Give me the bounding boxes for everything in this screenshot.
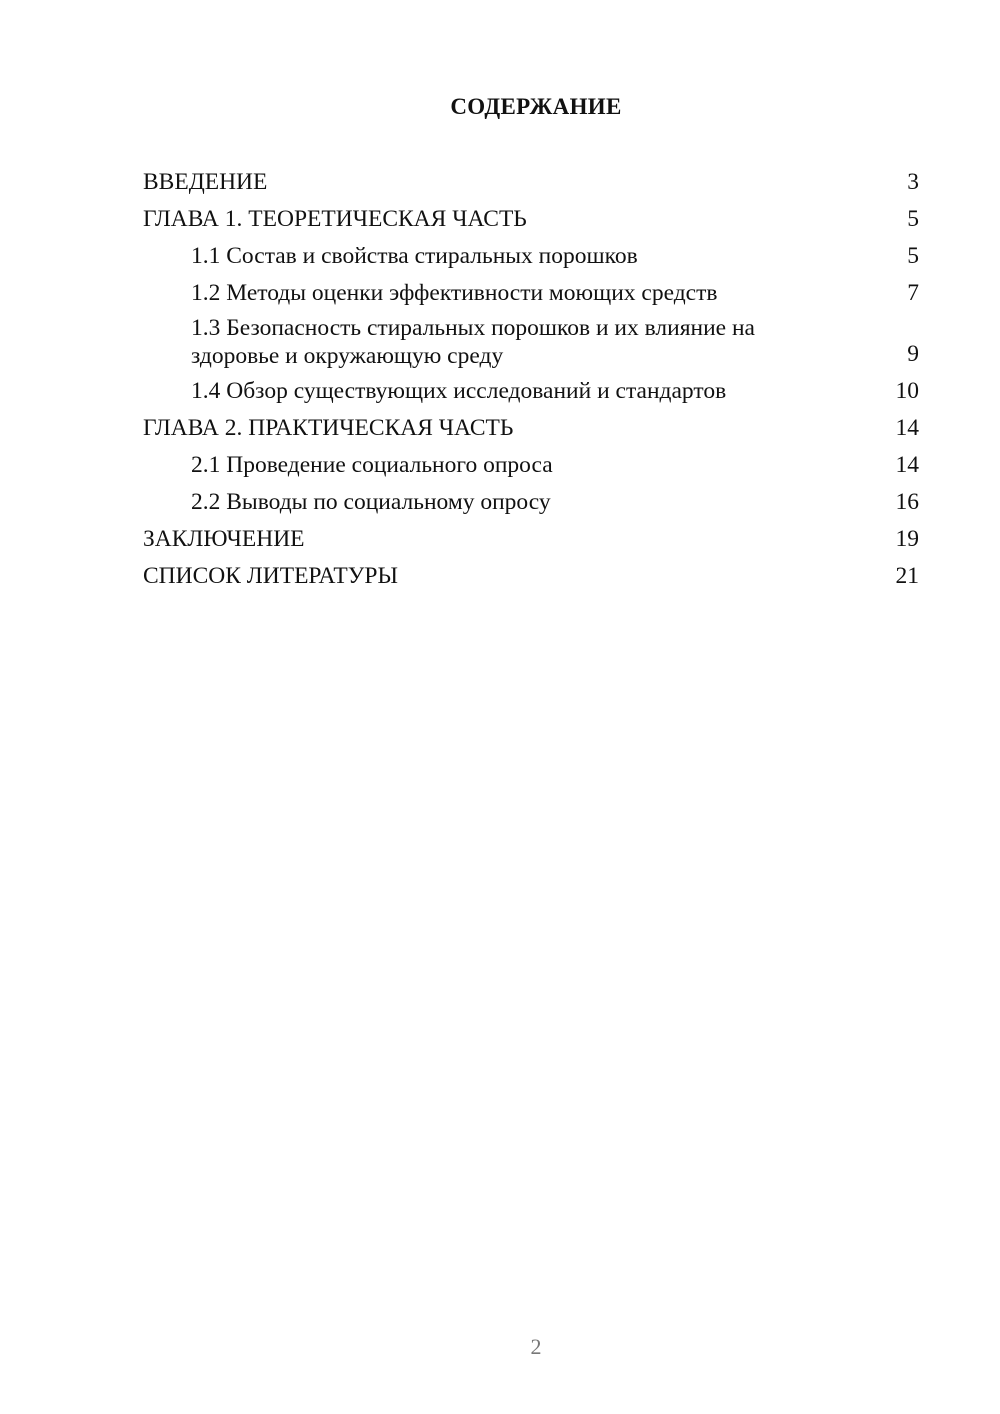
toc-item-page: 21 [895,563,919,589]
toc-item-conclusion[interactable] [143,523,919,555]
toc-item-page: 16 [895,489,919,515]
toc-item-page: 3 [907,169,919,195]
toc-item-page: 14 [895,415,919,441]
toc-item-page: 5 [907,206,919,232]
toc-item-label: ЗАКЛЮЧЕНИЕ [143,526,305,552]
toc-item-chapter-1[interactable] [143,203,919,235]
toc-item-label: 1.2 Методы оценки эффективности моющих средств [191,280,718,306]
toc-item-label: ГЛАВА 2. ПРАКТИЧЕСКАЯ ЧАСТЬ [143,415,514,441]
toc-item-label: 1.3 Безопасность стиральных порошков и их влияние на здоровье и окружающую среду [191,315,755,369]
toc-item-label: 2.1 Проведение социального опроса [191,452,553,478]
page-number: 2 [530,1334,542,1359]
toc-item-chapter-2[interactable] [143,412,919,444]
toc-item-page: 9 [907,341,919,367]
toc-item-page: 14 [895,452,919,478]
toc-item-page: 10 [895,378,919,404]
toc-item-page: 5 [907,243,919,269]
toc-item-section-1-2[interactable] [143,277,919,309]
toc-item-page: 19 [895,526,919,552]
toc-item-label: ГЛАВА 1. ТЕОРЕТИЧЕСКАЯ ЧАСТЬ [143,206,527,232]
toc-item-section-1-1[interactable] [143,240,919,272]
toc-item-introduction[interactable] [143,166,919,198]
toc-item-label: 2.2 Выводы по социальному опросу [191,489,551,515]
toc-item-section-2-2[interactable] [143,486,919,518]
toc-item-section-2-1[interactable] [143,449,919,481]
toc-item-section-1-4[interactable] [143,375,919,407]
toc-item-references[interactable] [143,560,919,592]
toc-item-label: СПИСОК ЛИТЕРАТУРЫ [143,563,398,589]
toc-item-label: 1.4 Обзор существующих исследований и стандартов [191,378,727,404]
toc-item-label: ВВЕДЕНИЕ [143,169,268,195]
table-of-contents [143,166,919,597]
toc-item-page: 7 [907,280,919,306]
toc-title: СОДЕРЖАНИЕ [450,94,622,119]
toc-item-section-1-3[interactable] [143,314,919,370]
toc-item-label: 1.1 Состав и свойства стиральных порошков [191,243,638,269]
